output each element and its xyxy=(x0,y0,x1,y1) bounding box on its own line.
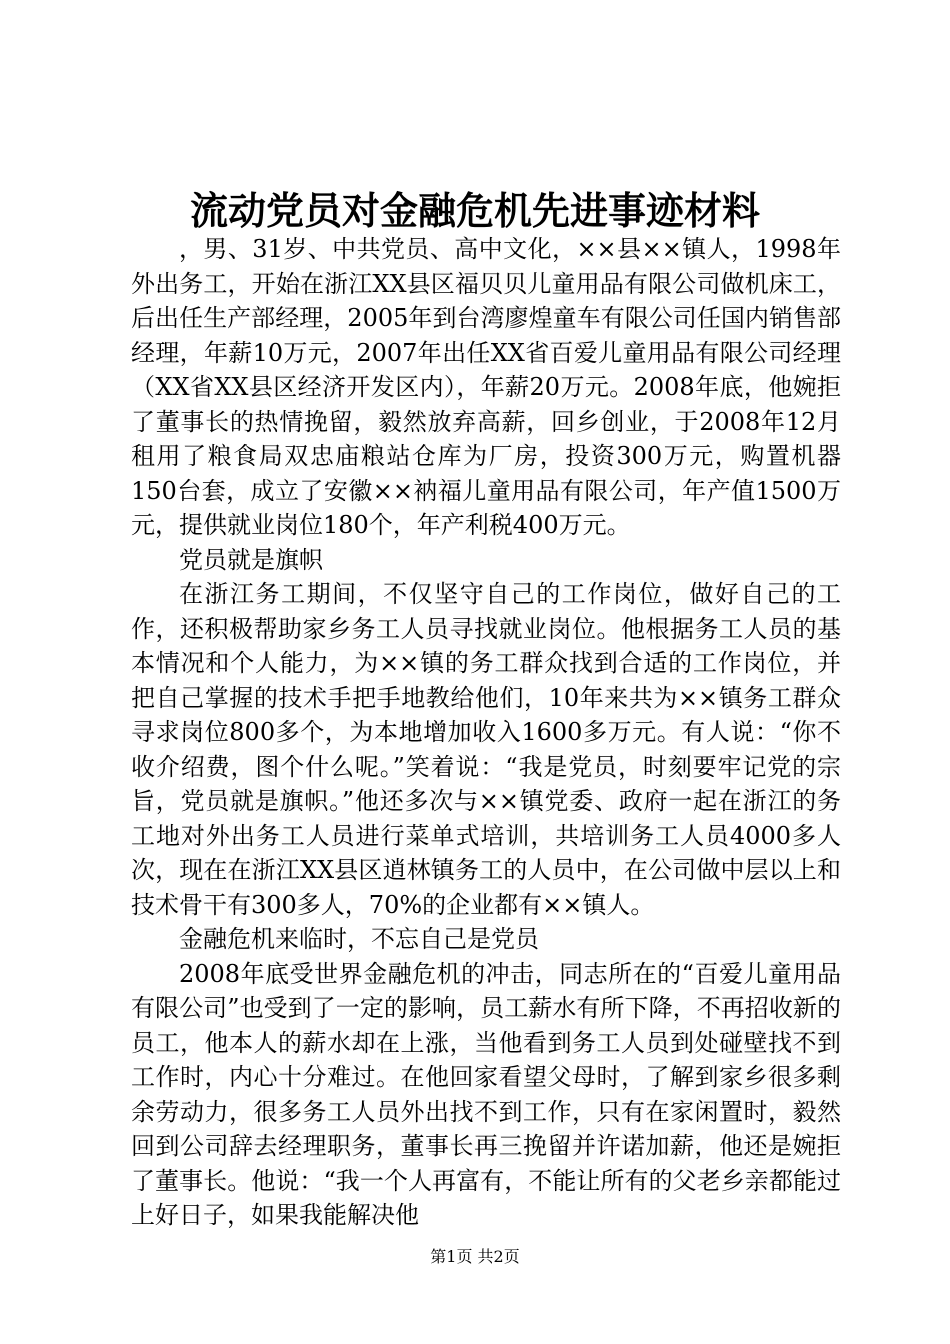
page-number-footer: 第1页 共2页 xyxy=(430,1247,520,1266)
paragraph-intro: ，男、31岁、中共党员、高中文化，××县××镇人，1998年外出务工，开始在浙江XX县区福贝贝儿童用品有限公司做机床工，后出任生产部经理，2005年到台湾廖煌童车有限公司任国内销售部经理，年薪10万元，2007年出任XX省百爱儿童用品有限公司经理（XX省XX县区经济开发区内），年薪20万元。2008年底，他婉拒了董事长的热情挽留，毅然放弃高薪，回乡创业，于2008年12月租用了粮食局双忠庙粮站仓库为厂房，投资300万元，购置机器150台套，成立了安徽××衲福儿童用品有限公司，年产值1500万元，提供就业岗位180个，年产利税400万元。 xyxy=(131,235,841,539)
paragraph-crisis: 2008年底受世界金融危机的冲击，同志所在的“百爱儿童用品有限公司”也受到了一定的影响，员工薪水有所下降，不再招收新的员工，他本人的薪水却在上涨，当他看到务工人员到处碰壁找不到工作时，内心十分难过。在他回家看望父母时，了解到家乡很多剩余劳动力，很多务工人员外出找不到工作，只有在家闲置时，毅然回到公司辞去经理职务，董事长再三挽留并许诺加薪，他还是婉拒了董事长。他说：“我一个人再富有，不能让所有的父老乡亲都能过上好日子，如果我能解决他 xyxy=(131,959,841,1229)
section-heading-flag: 党员就是旗帜 xyxy=(179,545,323,574)
document-title: 流动党员对金融危机先进事迹材料 xyxy=(189,188,760,233)
paragraph-flag: 在浙江务工期间，不仅坚守自己的工作岗位，做好自己的工作，还积极帮助家乡务工人员寻找就业岗位。他根据务工人员的基本情况和个人能力，为××镇的务工群众找到合适的工作岗位，并把自己掌握的技术手把手地教给他们，10年来共为××镇务工群众寻求岗位800多个，为本地增加收入1600多万元。有人说：“你不收介绍费，图个什么呢。”笑着说：“我是党员，时刻要牢记党的宗旨，党员就是旗帜。”他还多次与××镇党委、政府一起在浙江的务工地对外出务工人员进行菜单式培训，共培训务工人员4000多人次，现在在浙江XX县区逍林镇务工的人员中，在公司做中层以上和技术骨干有300多人，70%的企业都有××镇人。 xyxy=(131,580,841,919)
document-body xyxy=(131,232,841,1233)
section-heading-crisis: 金融危机来临时，不忘自己是党员 xyxy=(179,925,539,953)
